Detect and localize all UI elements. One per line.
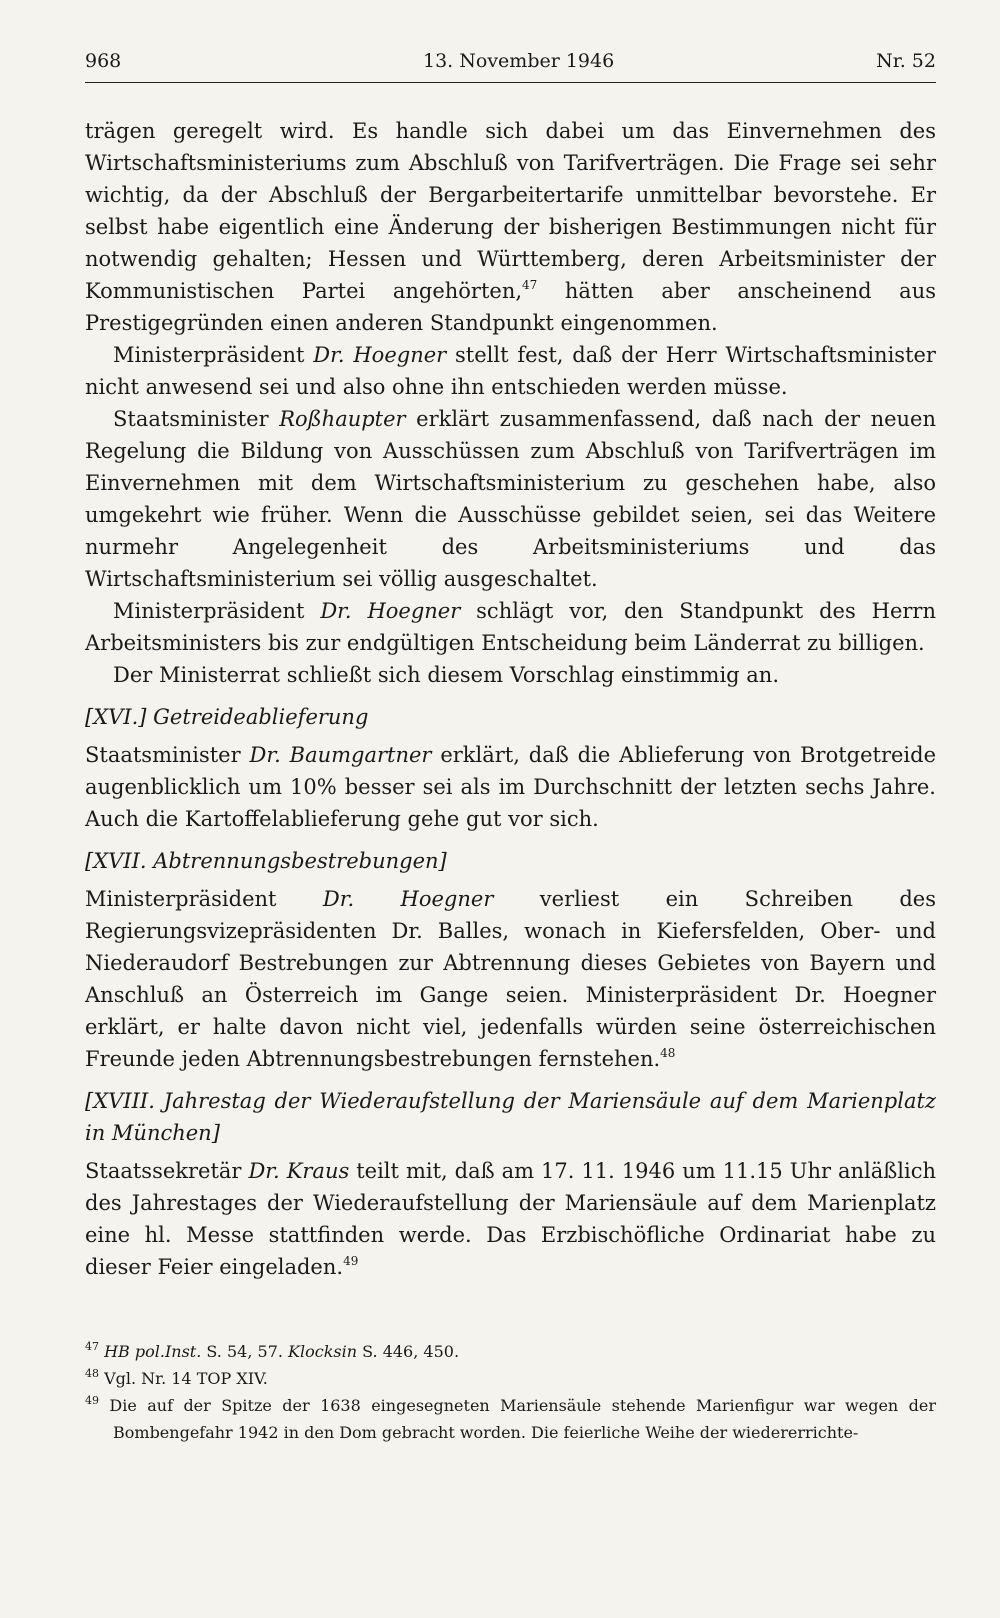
header-rule [85,82,936,83]
footnotes [85,1338,936,1446]
section-heading-xviii: [XVIII. Jahrestag der Wiederaufstellung der Mariensäule auf dem Marienplatz in München] [85,1089,936,1145]
footnote-47: $^{47}$ HB pol.Inst. S. 54, 57. Klocksin S. 446, 450. [85,1340,460,1361]
paragraph: Staatssekretär Dr. Kraus teilt mit, daß am 17. 11. 1946 um 11.15 Uhr anläßlich des Jahrestages der Wiederaufstellung der Mariensäule auf dem Marienplatz eine hl. Messe stattfinden werde. Das Erzbischöfliche Ordinariat habe zu dieser Feier eingeladen.$^{49}$ [85,1159,937,1279]
speaker-name: Roßhaupter [279,407,406,431]
paragraph: Ministerpräsident Dr. Hoegner stellt fest, daß der Herr Wirtschaftsminister nicht anwesend sei und also ohne ihn entschieden werden müsse. [85,343,936,399]
speaker-name: Dr. Hoegner [313,343,447,367]
page-number: 968 [85,50,122,72]
document-page [85,0,936,1618]
speaker-name: Dr. Kraus [248,1159,350,1183]
body-text [85,115,936,1283]
footnote-ref-47: 47 [522,278,538,292]
paragraph: Ministerpräsident Dr. Hoegner schlägt vor, den Standpunkt des Herrn Arbeitsministers bis zur endgültigen Entscheidung beim Länderrat zu billigen. [85,599,936,655]
paragraph: Der Ministerrat schließt sich diesem Vorschlag einstimmig an. [113,663,780,687]
speaker-name: Dr. Hoegner [320,599,461,623]
paragraph: trägen geregelt wird. Es handle sich dabei um das Einvernehmen des Wirtschaftsministeriums zum Abschluß von Tarifverträgen. Die Frage sei sehr wichtig, da der Abschluß der Bergarbeitertarife unmittelbar bevorstehe. Er selbst habe eigentlich eine Änderung der bisherigen Bestimmungen nicht für notwendig gehalten; Hessen und Württemberg, deren Arbeitsminister der Kommunistischen Partei angehörten,$^{47}$ hätten aber anscheinend aus Prestigegründen einen anderen Standpunkt eingenommen. [85,119,936,335]
running-header [85,50,936,80]
section-heading-xvi: [XVI.] Getreideablieferung [85,705,369,729]
section-heading-xvii: [XVII. Abtrennungsbestrebungen] [85,849,447,873]
speaker-name: Dr. Hoegner [322,887,494,911]
paragraph: Staatsminister Dr. Baumgartner erklärt, daß die Ablieferung von Brotgetreide augenblicklich um 10% besser sei als im Durchschnitt der letzten sechs Jahre. Auch die Kartoffelablieferung gehe gut vor sich. [85,743,937,831]
paragraph: Ministerpräsident Dr. Hoegner verliest ein Schreiben des Regierungsvizepräsidenten Dr. Balles, wonach in Kiefersfelden, Ober- und Niederaudorf Bestrebungen zur Abtrennung dieses Gebietes von Bayern und Anschluß an Österreich im Gange seien. Ministerpräsident Dr. Hoegner erklärt, er halte davon nicht viel, jedenfalls würden seine österreichischen Freunde jeden Abtrennungsbestrebungen fernstehen.$^{48}$ [85,887,936,1071]
footnote-48: $^{48}$ Vgl. Nr. 14 TOP XIV. [85,1367,268,1388]
paragraph: Staatsminister Roßhaupter erklärt zusammenfassend, daß nach der neuen Regelung die Bildung von Ausschüssen zum Abschluß von Tarifverträgen im Einvernehmen mit dem Wirtschaftsministerium zu geschehen habe, also umgekehrt wie früher. Wenn die Ausschüsse gebildet seien, sei das Weitere nurmehr Angelegenheit des Arbeitsministeriums und das Wirtschaftsministerium sei völlig ausgeschaltet. [85,407,937,591]
footnote-49: $^{49}$ Die auf der Spitze der 1638 eingesegneten Mariensäule stehende Marienfigur war wegen der Bombengefahr 1942 in den Dom gebracht worden. Die feierliche Weihe der wiedererrichte- [85,1394,936,1442]
footnote-ref-48: 48 [660,1046,676,1060]
footnote-ref-49: 49 [343,1254,359,1268]
header-date: 13. November 1946 [423,50,615,72]
document-number: Nr. 52 [876,50,936,72]
speaker-name: Dr. Baumgartner [249,743,432,767]
